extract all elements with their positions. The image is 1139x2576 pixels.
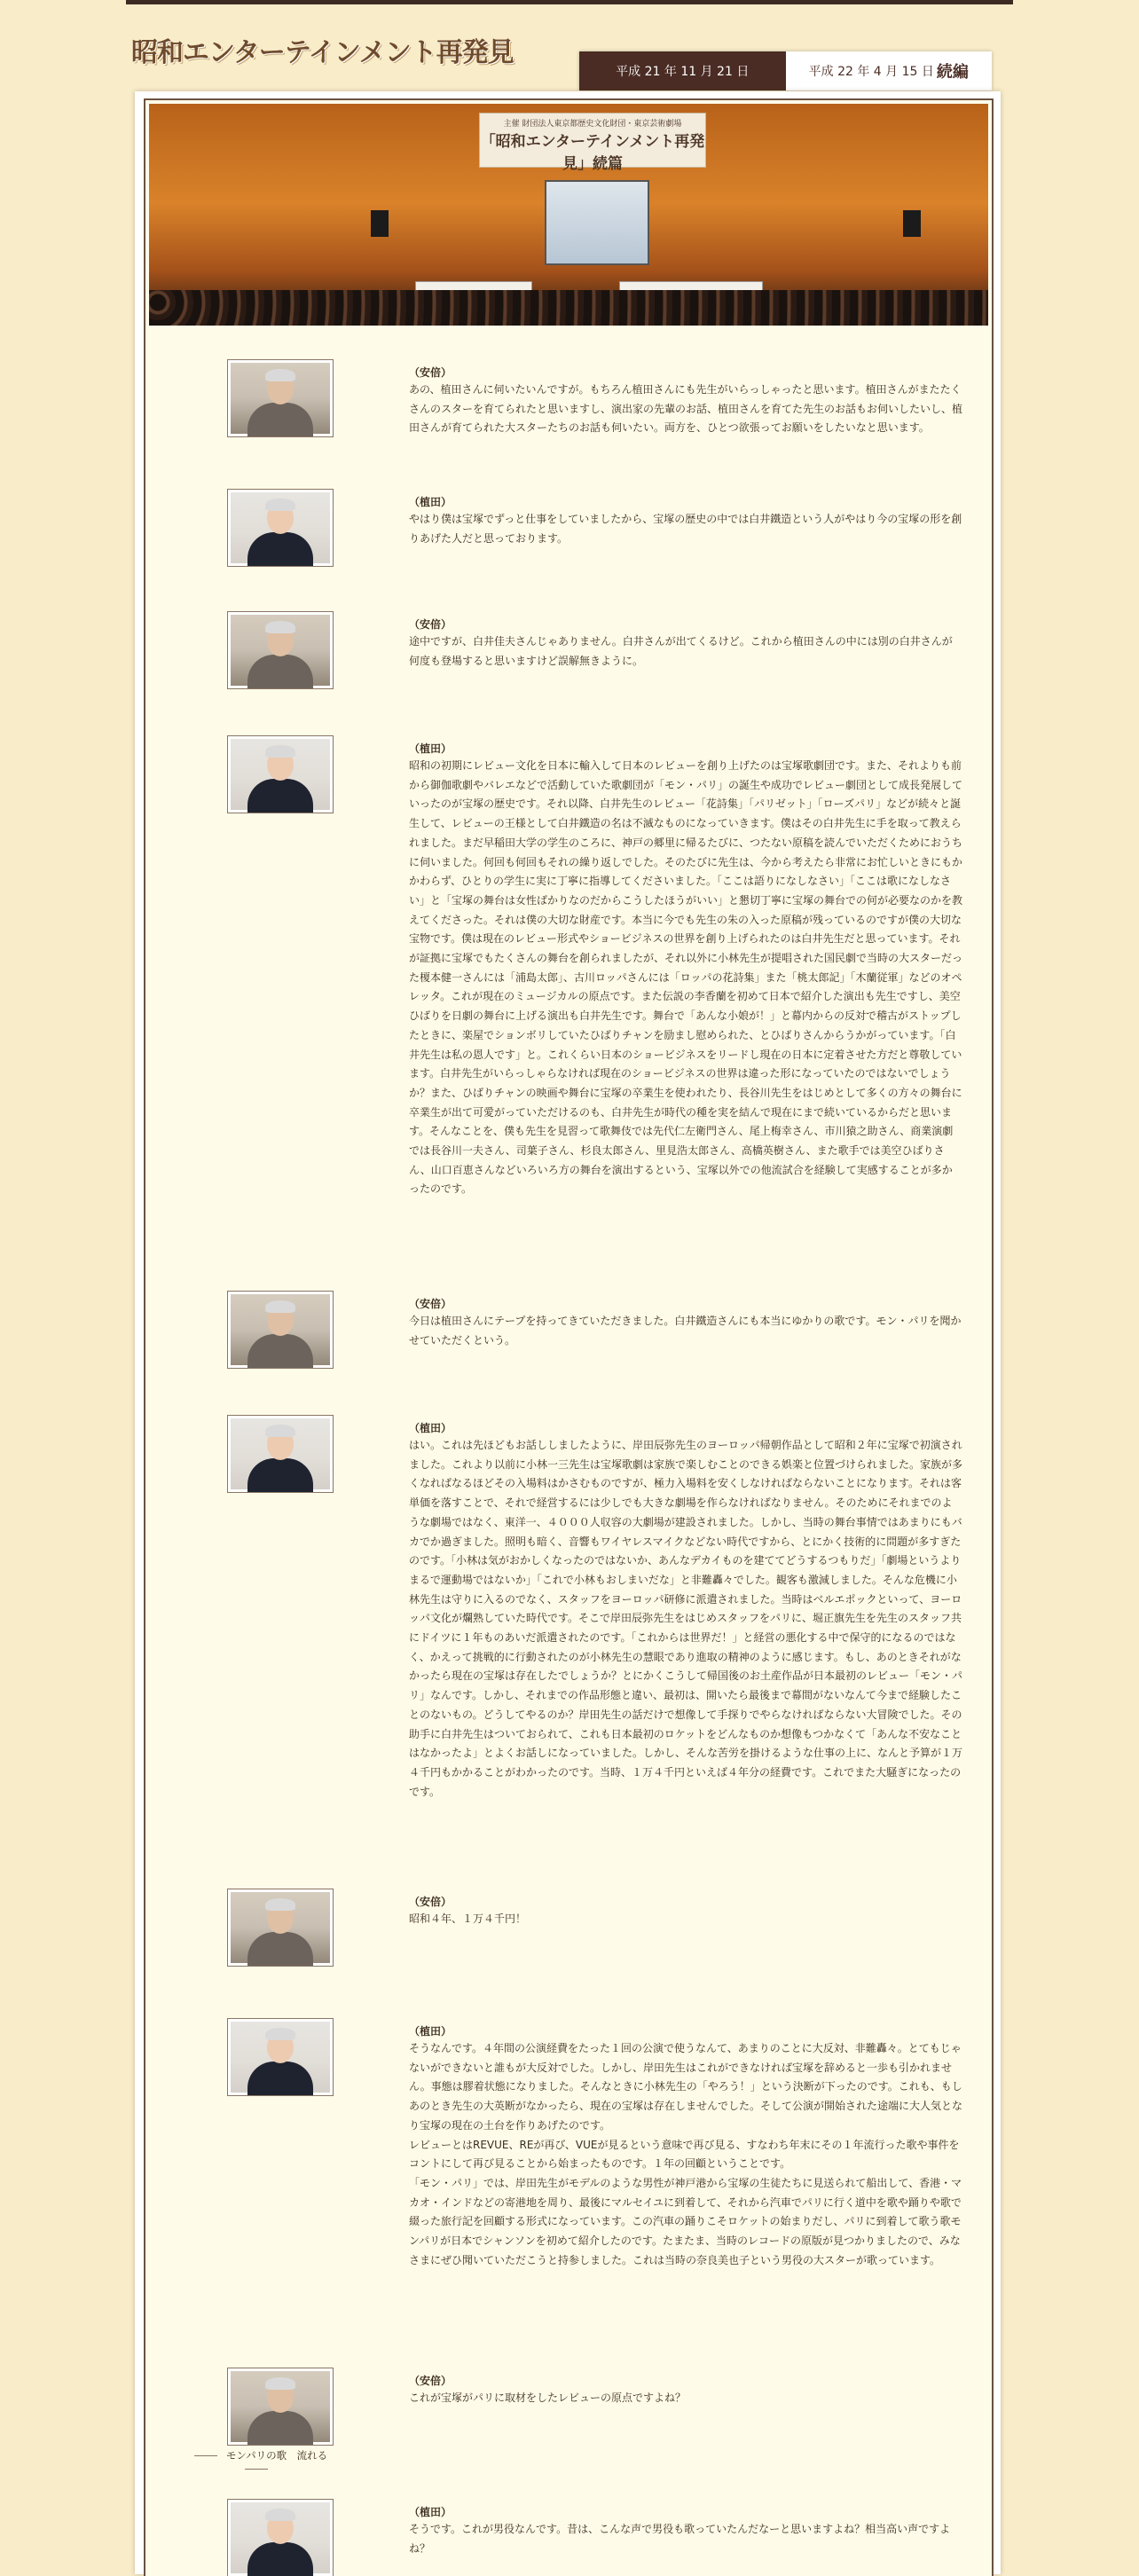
tab-2010[interactable]: [786, 51, 993, 90]
dialogue-text: 途中ですが、白井佳夫さんじゃありません。白井さんが出てくるけど。これから植田さんの中には別の白井さんが何度も登場すると思いますけど誤解無きように。: [409, 635, 953, 667]
yasukura-portrait: [227, 2368, 334, 2446]
speaker-box-right: [903, 210, 921, 237]
portrait-body-shape: [247, 655, 313, 689]
portrait-hair: [265, 369, 295, 381]
tab-2009[interactable]: [579, 51, 786, 90]
speaker-name: （植田）: [409, 2506, 452, 2518]
dialogue-text: そうなんです。４年間の公演経費をたった１回の公演で使うなんて、あまりのことに大反対、非難轟々。とてもじゃないができないと誰もが大反対でした。しかし、岸田先生はこれができなければ宝塚を辞めると一歩も引かれません。事態は膠着状態になりました。そんなときに小林先生の「やろう！」という決断が下ったのです。これも、もしあのとき先生の大英断がなかったら、現在の宝塚は存在しませんでした。そして公演が開始された途端に大人気となり宝塚の現在の土台を作りあげたのです。 レビューとはREVUE、REが再び、VUEが見るという意味で再び見る、すなわち年末にその１年流行った歌や事件をコントにして再び見ることから始まったものです。１年の回顧ということです。 「モン・パリ」では、岸田先生がモデルのような男性が神戸港から宝塚の生徒たちに見送られて船出して、香港・マカオ・インドなどの寄港地を周り、最後にマルセイユに到着して、それから汽車でパリに行く道中を歌や踊りや歌で綴った旅行記を回顧する形式になっています。この汽車の踊りこそロケットの始まりだし、パリに到着して歌う歌モンパリが日本でシャンソンを初めて紹介したのです。たまたま、当時のレコードの原版が見つかりましたので、みなさまにぜひ聞いていただこうと持参しました。これは当時の奈良美也子という男役の大スターが歌っています。: [409, 2042, 963, 2266]
ueda-portrait: [227, 2499, 334, 2576]
ueda-portrait: [227, 489, 334, 567]
content-frame: [135, 91, 1001, 2574]
portrait-body-shape: [247, 2411, 313, 2446]
dialogue-text: これが宝塚がパリに取材をしたレビューの原点ですよね？: [409, 2391, 687, 2404]
speaker-name: （植田）: [409, 496, 452, 508]
portrait-body-shape: [247, 532, 313, 567]
portrait-body-shape: [247, 1334, 313, 1369]
tab-2009-label: 平成 21 年 11 月 21 日: [616, 65, 750, 79]
portrait-hair: [265, 499, 295, 511]
portrait-hair: [265, 621, 295, 633]
speaker-name: （安倍）: [409, 2375, 452, 2387]
speaker-name: （安倍）: [409, 366, 452, 379]
event-banner: [479, 113, 706, 173]
ueda-portrait: [227, 735, 334, 813]
portrait-hair: [265, 1425, 295, 1437]
song-note: モンパリの歌 流れる: [172, 2448, 341, 2475]
yasukura-portrait: [227, 359, 334, 437]
ueda-portrait: [227, 2018, 334, 2096]
tab-2010-label: 平成 22 年 4 月 15 日: [808, 65, 934, 79]
dialogue-text: あの、植田さんに伺いたいんですが。もちろん植田さんにも先生がいらっしゃったと思います。植田さんがまたたくさんのスターを育てられたと思いますし、演出家の先輩のお話、植田さんを育てた先生のお話もお伺いしたいし、植田さんが育てられた大スターたちのお話も伺いたい。両方を、ひとつ欲張ってお願いをしたいなと思います。: [409, 383, 963, 435]
ueda-portrait: [227, 1415, 334, 1493]
portrait-hair: [265, 2028, 295, 2040]
dialogue-text: そうです。これが男役なんです。昔は、こんな声で男役も歌っていたんだなーと思いますよね？相当高い声ですよね？: [409, 2523, 951, 2555]
dialogue-text: 昭和の初期にレビュー文化を日本に輸入して日本のレビューを創り上げたのは宝塚歌劇団です。また、それよりも前から御伽歌劇やバレエなどで活動していた歌劇団が「モン・パリ」の誕生や成功でレビュー劇団として成長発展していったのが宝塚の歴史です。それ以降、白井先生のレビュー「花詩集」「パリゼット」「ローズパリ」などが続々と誕生して、レビューの王様として白井鐵造の名は不滅なものになっていきます。僕はその白井先生に手を取って教えられました。まだ早稲田大学の学生のころに、神戸の郷里に帰るたびに、つたない原稿を読んでいただくためにおうちに伺いました。何回も何回もそれの繰り返しでした。そのたびに先生は、今から考えたら非常にお忙しいときにもかかわらず、ひとりの学生に実に丁寧に指導してくださいました。「ここは語りになしなさい」「ここは歌になしなさい」と「宝塚の舞台は女性ばかりなのだからこうしたほうがいい」と懇切丁寧に宝塚の舞台での何が必要なのかを教えてくださった。それは僕の大切な財産です。本当に今でも先生の朱の入った原稿が残っているのですが僕の大切な宝物です。僕は現在のレビュー形式やショービジネスの世界を創り上げられたのは白井先生だと思っています。それが証拠に宝塚でもたくさんの舞台を創られましたが、それ以外に小林先生が提唱された国民劇で当時の大スターだった榎本健一さんには「浦島太郎」、古川ロッパさんには「ロッパの花詩集」また「桃太郎記」「木蘭従軍」などのオペレッタ。これが現在のミュージカルの原点です。また伝説の李香蘭を初めて日本で紹介した演出も先生ですし、美空ひばりを日劇の舞台に上げる演出も白井先生です。舞台で「あんな小娘が！」と幕内からの反対で稽古がストップしたときに、楽屋でションボリしていたひばりチャンを励まし慰められた、とひばりさんからうかがっています。「白井先生は私の恩人です」と。これくらい日本のショービジネスをリードし現在の日本に定着させた方だと尊敬しています。白井先生がいらっしゃらなければ現在のショービジネスの世界は違った形になっていたのではないでしょうか？また、ひばりチャンの映画や舞台に宝塚の卒業生を使われたり、長谷川先生をはじめとして多くの方々の舞台に卒業生が出て可愛がっていただけるのも、白井先生が時代の種を実を結んで現在にまで続いているからだと思います。そんなことを、僕も先生を見習って歌舞伎では先代仁左衛門さん、尾上梅幸さん、市川猿之助さん、商業演劇では長谷川一夫さん、司葉子さん、杉良太郎さん、里見浩太郎さん、高橋英樹さん、また歌手では美空ひばりさん、山口百恵さんなどいろいろ方の舞台を演出するという、宝塚以外での他流試合を経験して実感することが多かったのです。: [409, 759, 963, 1196]
audience: [149, 290, 988, 326]
dialogue-text: やはり僕は宝塚でずっと仕事をしていましたから、宝塚の歴史の中では白井鐵造という人がやはり今の宝塚の形を創りあげた人だと思っております。: [409, 513, 962, 545]
speaker-name: （植田）: [409, 2025, 452, 2038]
top-bar: [126, 0, 1013, 4]
date-tabs: [579, 51, 992, 90]
dialogue-text: はい。これは先ほどもお話ししましたように、岸田辰弥先生のヨーロッパ帰朝作品として昭和２年に宝塚で初演されました。これより以前に小林一三先生は宝塚歌劇は家族で楽しむことのできる娯楽と位置づけられました。家族が多くなればなるほどその入場料はかさむものですが、極力入場料を安くしなければならないことになります。それは客単価を落すことで、それで経営するには少しでも大きな劇場を作らなければなりません。そのためにそれまでのような劇場ではなく、東洋一、４０００人収容の大劇場が建設されました。しかし、当時の舞台事情ではあまりにもバカでか過ぎました。照明も暗く、音響もワイヤレスマイクなどない時代ですから、とにかく技術的に問題が多すぎたのです。「小林は気がおかしくなったのではないか、あんなデカイものを建ててどうするつもりだ」「劇場というよりまるで運動場ではないか」「これで小林もおしまいだな」と非難轟々でした。観客も激減しました。そんな危機に小林先生は守りに入るのでなく、スタッフをヨーロッパ研修に派遣されました。当時はベルエポックといって、ヨーロッパ文化が爛熟していた時代です。そこで岸田辰弥先生をはじめスタッフをパリに、堀正旗先生を先生のスタッフ共にドイツに１年ものあいだ派遣されたのです。「これからは世界だ！」と経営の悪化する中で保守的になるのではなく、かえって挑戦的に行動されたのが小林先生の慧眼であり進取の精神のように感じます。もし、あのときそれがなかったら現在の宝塚は存在したでしょうか？とにかくこうして帰国後のお土産作品が日本最初のレビュー「モン・パリ」なんです。しかし、それまでの作品形態と違い、最初は、開いたら最後まで幕間がないなんて今まで経験したことのないもの。どうしてやるのか？岸田先生の話だけで想像して手探りでやらなければならない大冒険でした。その助手に白井先生はついておられて、これも日本最初のロケットをどんなものか想像もつかなくて「あんな不安なことはなかったよ」とよくお話しになっていました。しかし、そんな苦労を掛けるような仕事の上に、なんと予算が１万４千円もかかることがわかったのです。当時、１万４千円といえば４年分の経費です。これでまた大騒ぎになったのです。: [409, 1439, 963, 1798]
portrait-body-shape: [247, 779, 313, 813]
portrait-body-shape: [247, 403, 313, 437]
portrait-hair: [265, 1300, 295, 1313]
speaker-name: （安倍）: [409, 1298, 452, 1310]
site-logo[interactable]: 昭和エンターテインメント再発見: [131, 37, 514, 68]
portrait-hair: [265, 1898, 295, 1911]
dialogue-text: 今日は植田さんにテープを持ってきていただきました。白井鐵造さんにも本当にゆかりの歌です。モン・パリを聞かせていただくという。: [409, 1315, 962, 1347]
portrait-hair: [265, 2509, 295, 2521]
portrait-body-shape: [247, 2542, 313, 2576]
speaker-name: （植田）: [409, 1422, 452, 1434]
speaker-name: （植田）: [409, 742, 452, 755]
banner-title: 「昭和エンターテインメント再発見」続篇: [480, 133, 705, 173]
portrait-body-shape: [247, 1932, 313, 1967]
yasukura-portrait: [227, 1889, 334, 1967]
yasukura-portrait: [227, 1291, 334, 1369]
banner-organizer: 主催 財団法人東京都歴史文化財団・東京芸術劇場: [503, 120, 682, 129]
content-inner: [144, 98, 994, 2576]
speaker-name: （安倍）: [409, 1896, 452, 1908]
yasukura-portrait: [227, 611, 334, 689]
speaker-box-left: [371, 210, 389, 237]
projection-screen: [545, 180, 649, 265]
speaker-name: （安倍）: [409, 618, 452, 631]
event-photo: [149, 104, 988, 326]
dialogue-text: 昭和４年、１万４千円！: [409, 1912, 527, 1925]
tab-2010-suffix: 続編: [936, 63, 969, 82]
portrait-hair: [265, 2377, 295, 2390]
portrait-hair: [265, 745, 295, 758]
portrait-body-shape: [247, 2062, 313, 2096]
portrait-body-shape: [247, 1458, 313, 1493]
